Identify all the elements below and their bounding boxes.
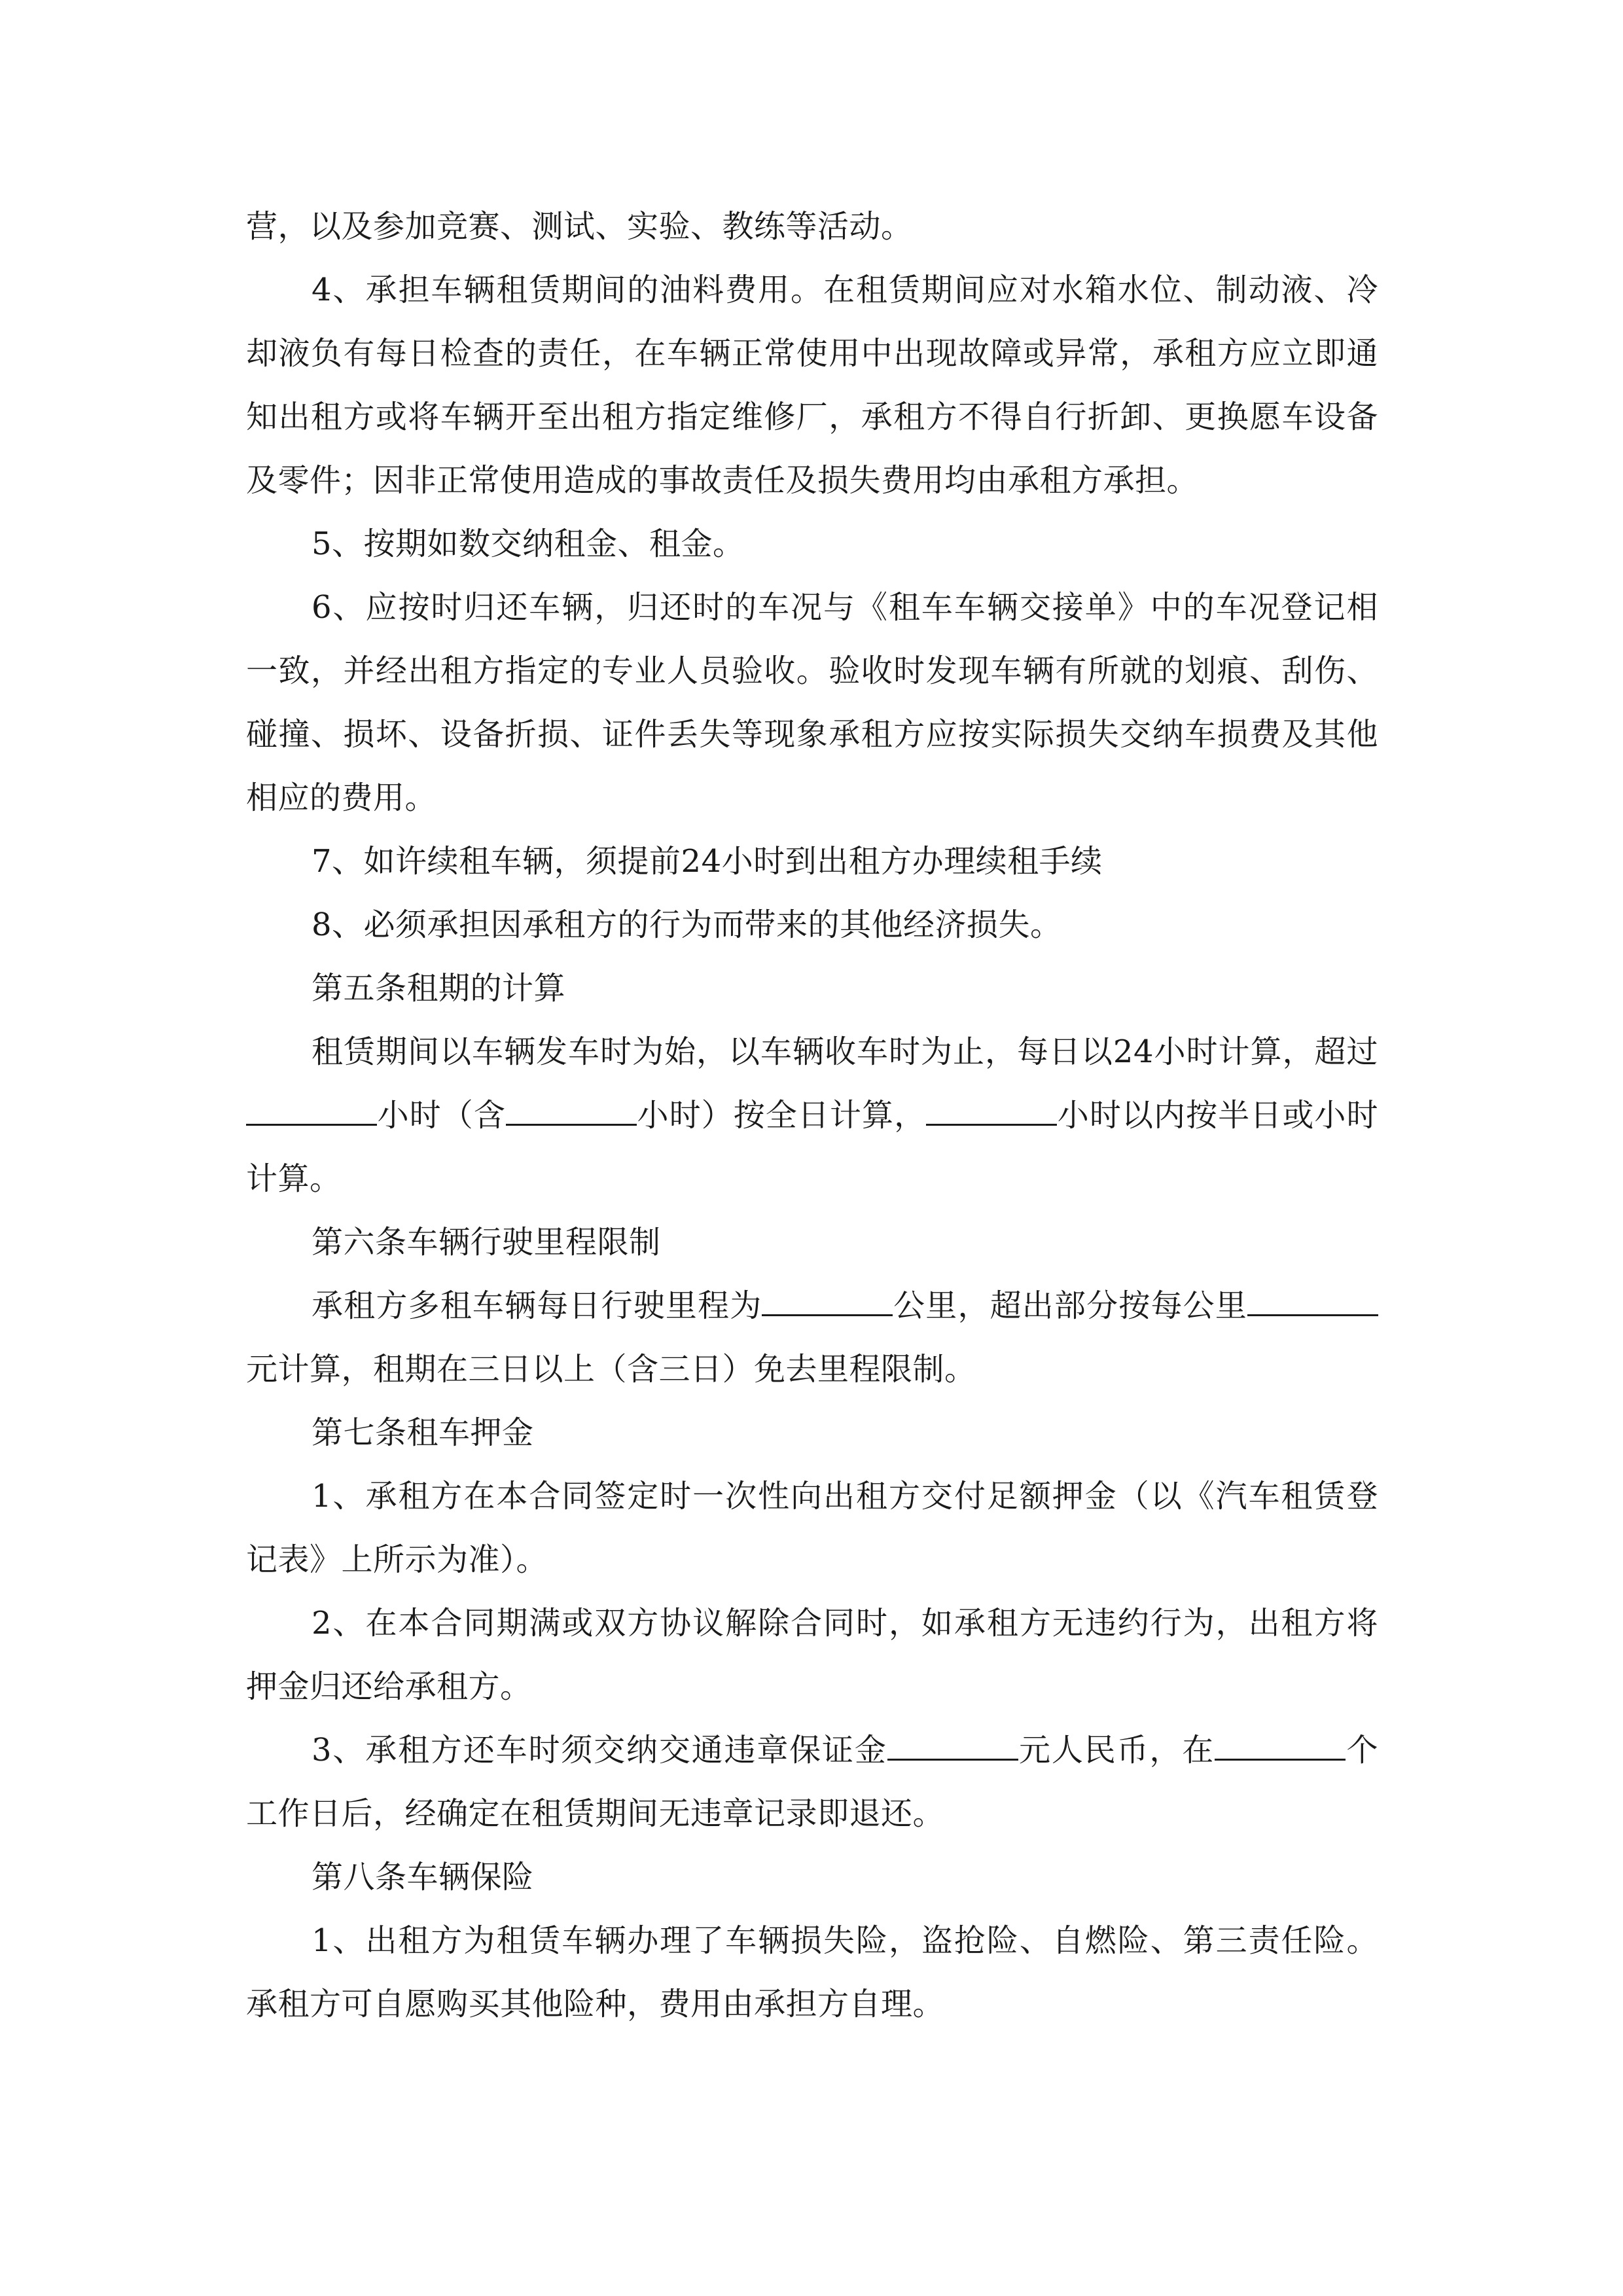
paragraph-item-4: 4、承担车辆租赁期间的油料费用。在租赁期间应对水箱水位、制动液、冷却液负有每日检查的责任，在车辆正常使用中出现故障或异常，承租方应立即通知出租方或将车辆开至出租方指定维修厂，承租方不得自行折卸、更换愿车设备及零件；因非正常使用造成的事故责任及损失费用均由承租方承担。 bbox=[246, 272, 1378, 499]
text-segment: 元人民币，在 bbox=[1018, 1732, 1215, 1768]
paragraph-item-5: 5、按期如数交纳租金、租金。 bbox=[312, 526, 745, 562]
text-segment: 租赁期间以车辆发车时为始，以车辆收车时为止，每日以24小时计算，超过 bbox=[312, 1033, 1378, 1070]
paragraph-item-8: 8、必须承担因承租方的行为而带来的其他经济损失。 bbox=[312, 906, 1062, 943]
fill-in-blank[interactable] bbox=[762, 1288, 893, 1316]
fill-in-blank[interactable] bbox=[506, 1098, 637, 1126]
fill-in-blank[interactable] bbox=[887, 1732, 1018, 1761]
text-segment: 承租方多租车辆每日行驶里程为 bbox=[312, 1287, 762, 1324]
section-heading-article-7: 第七条租车押金 bbox=[312, 1414, 534, 1451]
paragraph-deposit-3 bbox=[246, 1719, 1378, 1846]
fill-in-blank[interactable] bbox=[1247, 1288, 1378, 1316]
text-segment: 个工作日后，经确定在租赁期间无违章记录即退还。 bbox=[246, 1732, 1378, 1832]
paragraph-mileage-limit bbox=[246, 1274, 1378, 1401]
paragraph-insurance-1: 1、出租方为租赁车辆办理了车辆损失险，盗抢险、自燃险、第三责任险。承租方可自愿购买其他险种，费用由承担方自理。 bbox=[246, 1922, 1378, 2022]
paragraph-rental-period bbox=[246, 1020, 1378, 1211]
paragraph-continuation: 营，以及参加竞赛、测试、实验、教练等活动。 bbox=[246, 208, 913, 245]
text-segment: 小时以内按半日或小时计算。 bbox=[246, 1097, 1378, 1197]
section-heading-article-8: 第八条车辆保险 bbox=[312, 1859, 534, 1895]
paragraph-deposit-1: 1、承租方在本合同签定时一次性向出租方交付足额押金（以《汽车租赁登记表》上所示为准）。 bbox=[246, 1478, 1378, 1578]
document-body bbox=[246, 195, 1378, 2036]
text-segment: 小时）按全日计算， bbox=[636, 1097, 927, 1134]
text-segment: 小时（含 bbox=[377, 1097, 506, 1134]
section-heading-article-6: 第六条车辆行驶里程限制 bbox=[312, 1224, 661, 1261]
text-segment: 公里，超出部分按每公里 bbox=[893, 1287, 1247, 1324]
section-heading-article-5: 第五条租期的计算 bbox=[312, 970, 566, 1007]
text-segment: 元计算，租期在三日以上（含三日）免去里程限制。 bbox=[246, 1351, 976, 1388]
paragraph-item-6: 6、应按时归还车辆，归还时的车况与《租车车辆交接单》中的车况登记相一致，并经出租方指定的专业人员验收。验收时发现车辆有所就的划痕、刮伤、碰撞、损坏、设备折损、证件丢失等现象承租方应按实际损失交纳车损费及其他相应的费用。 bbox=[246, 589, 1378, 816]
paragraph-item-7: 7、如许续租车辆，须提前24小时到出租方办理续租手续 bbox=[312, 843, 1103, 880]
fill-in-blank[interactable] bbox=[1215, 1732, 1346, 1761]
text-segment: 3、承租方还车时须交纳交通违章保证金 bbox=[312, 1732, 887, 1768]
fill-in-blank[interactable] bbox=[246, 1098, 377, 1126]
fill-in-blank[interactable] bbox=[926, 1098, 1057, 1126]
paragraph-deposit-2: 2、在本合同期满或双方协议解除合同时，如承租方无违约行为，出租方将押金归还给承租方。 bbox=[246, 1605, 1378, 1705]
